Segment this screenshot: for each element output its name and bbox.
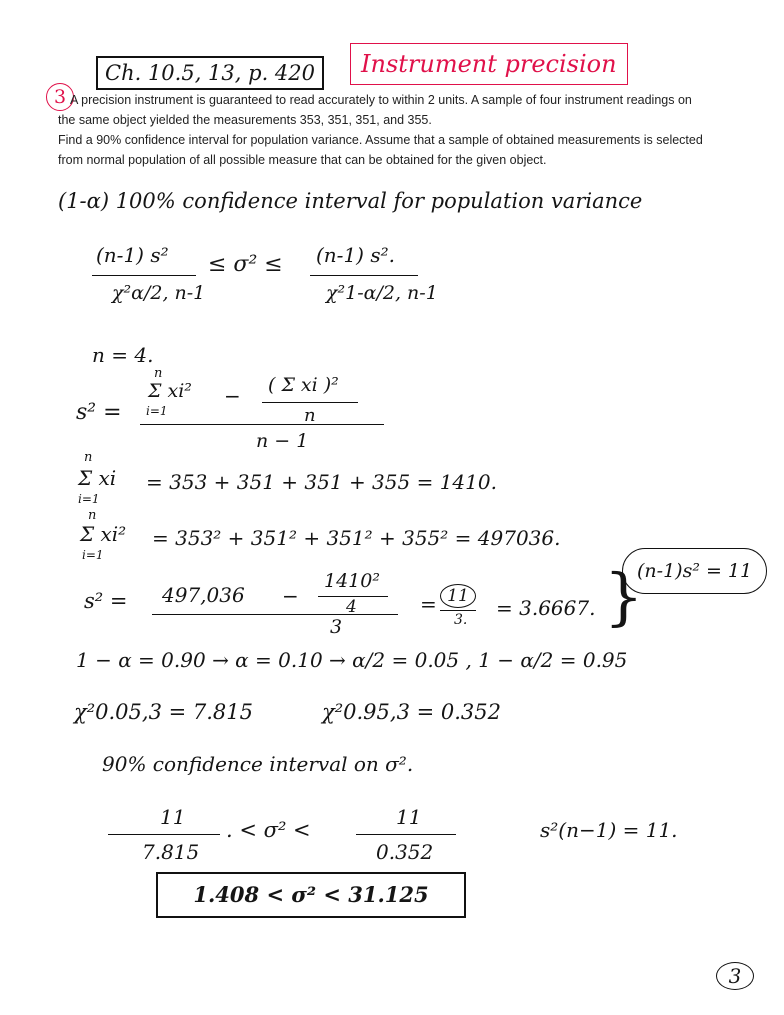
ci-right-numerator: 11	[396, 805, 422, 829]
sum-xi-value: = 353 + 351 + 351 + 355 = 1410.	[146, 470, 497, 494]
ci-left-bar	[108, 834, 220, 835]
side-note-scaled-variance: (n-1)s² = 11	[622, 548, 767, 594]
problem-text-line-3: Find a 90% confidence interval for population variance. Assume that a sample of obtained measurements is selected	[58, 133, 703, 147]
ci-middle: . < σ² <	[226, 818, 311, 842]
ci-left-numerator: 11	[160, 805, 186, 829]
variance-calc-main-bar	[152, 614, 398, 615]
sum-xi2-value: = 353² + 351² + 351² + 355² = 497036.	[152, 526, 561, 550]
variance-inner-bar	[262, 402, 358, 403]
variance-calc-fraction-numerator: 11	[440, 584, 476, 608]
final-answer-box: 1.408 < σ² < 31.125	[156, 872, 466, 918]
ci-left-denominator: 7.815	[142, 840, 200, 864]
variance-calc-equals: =	[420, 592, 437, 616]
variance-sum-top: n	[154, 366, 163, 381]
sum-xi-bottom: i=1	[78, 492, 100, 506]
variance-minus: −	[224, 384, 241, 408]
variance-calc-fraction-denominator: 3.	[454, 612, 468, 628]
variance-inner-denominator: n	[304, 405, 316, 426]
variance-calc-term-b: 1410²	[324, 570, 380, 592]
sample-size: n = 4.	[92, 343, 154, 367]
formula-middle: ≤ σ² ≤	[208, 252, 283, 277]
chi-square-lower: χ²0.05,3 = 7.815	[74, 700, 254, 724]
problem-text-line-4: from normal population of all possible measure that can be obtained for the given object.	[58, 153, 547, 167]
brace-mark: }	[604, 560, 644, 633]
variance-label: s² =	[76, 400, 122, 425]
sum-xi-label: Σ xi	[78, 466, 117, 490]
variance-main-bar	[140, 424, 384, 425]
variance-calc-fraction-bar	[440, 610, 476, 611]
problem-text-line-1: A precision instrument is guaranteed to read accurately to within 2 units. A sample of four instrument readings on	[70, 93, 692, 107]
sum-xi2-bottom: i=1	[82, 548, 104, 562]
variance-calc-denominator: 3	[330, 616, 343, 638]
formula-left-numerator: (n-1) s²	[96, 243, 169, 267]
chapter-reference: Ch. 10.5, 13, p. 420	[96, 56, 324, 90]
formula-left-denominator: χ²α/2, n-1	[112, 282, 206, 304]
formula-right-denominator: χ²1-α/2, n-1	[326, 282, 438, 304]
alpha-line: 1 − α = 0.90 → α = 0.10 → α/2 = 0.05 , 1 − α/2 = 0.95	[76, 648, 628, 672]
variance-calc-term-b-den: 4	[346, 597, 357, 617]
problem-number-circle: 3	[46, 83, 74, 111]
variance-inner-numerator: ( Σ xi )²	[268, 374, 339, 396]
ci-formula-heading: (1-α) 100% confidence interval for population variance	[58, 189, 643, 213]
variance-sum-term: Σ xi²	[148, 380, 192, 402]
problem-text-line-2: the same object yielded the measurements 353, 351, 351, and 355.	[58, 113, 432, 127]
variance-calc-minus: −	[282, 584, 299, 608]
formula-left-bar	[92, 275, 196, 276]
sum-xi-top: n	[84, 450, 93, 465]
formula-right-bar	[310, 275, 418, 276]
variance-calc-term-a: 497,036	[162, 583, 245, 607]
variance-calc-result: = 3.6667.	[496, 596, 596, 620]
topic-title: Instrument precision	[350, 43, 628, 85]
sum-xi2-top: n	[88, 508, 97, 523]
formula-right-numerator: (n-1) s².	[316, 243, 395, 267]
ci-side-note: s²(n−1) = 11.	[540, 818, 678, 842]
sum-xi2-label: Σ xi²	[80, 522, 127, 546]
variance-denominator: n − 1	[256, 430, 309, 452]
ci-right-denominator: 0.352	[376, 840, 434, 864]
chi-square-upper: χ²0.95,3 = 0.352	[322, 700, 502, 724]
variance-sum-bottom: i=1	[146, 404, 168, 418]
page-number: 3	[716, 962, 754, 990]
ci-right-bar	[356, 834, 456, 835]
variance-calc-label: s² =	[84, 589, 128, 613]
ci-heading: 90% confidence interval on σ².	[102, 752, 414, 776]
